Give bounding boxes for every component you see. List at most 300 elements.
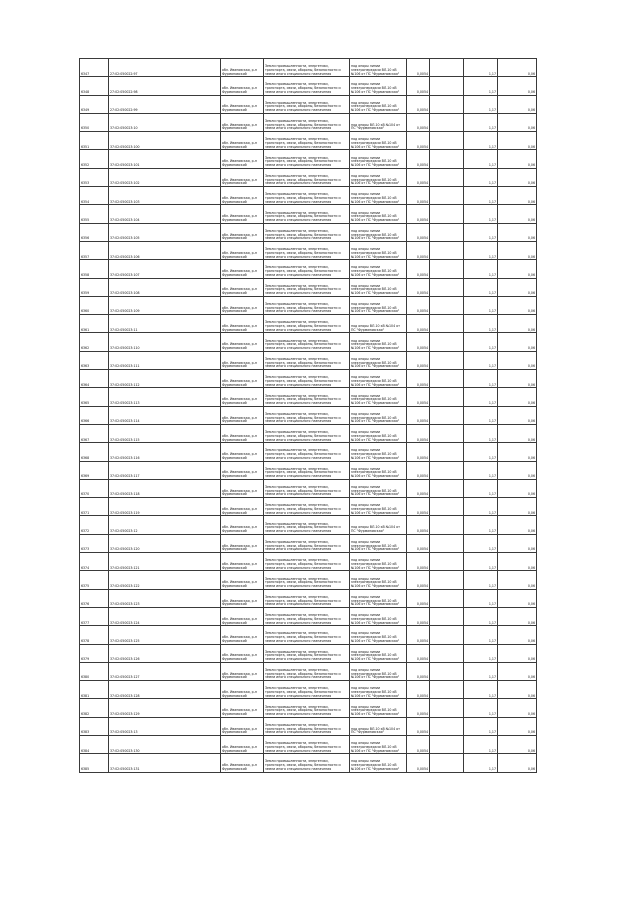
row-number-cell [80, 406, 109, 424]
cadastral-number-cell [109, 260, 221, 278]
row-number-text: 6373 [81, 547, 90, 552]
land-category-text: Земли промышленности, энергетики, транспорта, связи, обороны, безопасности и земли иного специального назначения [265, 302, 341, 314]
address-text: обл. Ивановская, р-н Фурмановский [222, 305, 257, 314]
area-text: 0,0054 [416, 510, 428, 515]
land-category-text: Земли промышленности, энергетики, транспорта, связи, обороны, безопасности и земли иного специального назначения [265, 722, 341, 735]
address-text: обл. Ивановская, р-н Фурмановский [222, 195, 257, 204]
land-category-cell [264, 626, 350, 644]
rate-text: 1,17 [488, 693, 496, 698]
value-text: 0,06 [527, 236, 535, 241]
address-text: обл. Ивановская, р-н Фурмановский [222, 726, 257, 735]
permitted-use-cell [350, 241, 407, 259]
permitted-use-cell [350, 205, 407, 223]
value-cell [498, 168, 537, 186]
rate-cell [464, 296, 498, 314]
land-category-cell [264, 223, 350, 241]
rate-cell [464, 479, 498, 497]
row-number-text: 6383 [81, 730, 90, 735]
address-text: обл. Ивановская, р-н Фурмановский [222, 342, 257, 351]
value-text: 0,06 [527, 346, 535, 351]
cadastral-number-cell [109, 662, 221, 680]
permitted-use-text: под опоры линии электропередачи ВЛ-10 кВ №106 от ПС "Фурмановская" [351, 667, 400, 680]
permitted-use-cell [350, 571, 407, 589]
rate-cell [464, 241, 498, 259]
area-text: 0,0054 [416, 71, 428, 76]
cadastral-number-text: 37:02:050023:130 [110, 748, 140, 753]
land-category-text: Земли промышленности, энергетики, транспорта, связи, обороны, безопасности и земли иного специального назначения [265, 613, 341, 625]
rate-text: 1,17 [488, 181, 496, 186]
value-cell [498, 479, 537, 497]
value-text: 0,06 [527, 638, 535, 643]
area-cell [407, 113, 430, 131]
cadastral-number-text: 37:02:050023:101 [110, 163, 140, 168]
cadastral-number-text: 37:02:050023:11 [110, 327, 138, 332]
address-cell [221, 205, 264, 223]
cadastral-number-text: 37:02:050023:117 [110, 474, 140, 479]
cadastral-number-cell [109, 681, 221, 699]
area-text: 0,0054 [416, 419, 428, 424]
cadastral-number-text: 37:02:050023:108 [110, 291, 140, 296]
row-number-text: 6361 [81, 327, 90, 332]
cadastral-number-cell [109, 424, 221, 442]
table-row [80, 699, 537, 717]
table-row [80, 754, 537, 772]
rate-cell [464, 132, 498, 150]
value-text: 0,06 [527, 126, 535, 131]
land-category-text: Земли промышленности, энергетики, транспорта, связи, обороны, безопасности и земли иного специального назначения [265, 338, 341, 351]
empty-cell [430, 333, 464, 351]
land-category-text: Земли промышленности, энергетики, транспорта, связи, обороны, безопасности и земли иного специального назначения [265, 155, 341, 168]
permitted-use-cell [350, 699, 407, 717]
row-number-cell [80, 498, 109, 516]
rate-cell [464, 406, 498, 424]
cadastral-number-text: 37:02:050023:120 [110, 547, 140, 552]
area-cell [407, 205, 430, 223]
permitted-use-text: под опоры линии электропередачи ВЛ-10 кВ №106 от ПС "Фурмановская" [351, 100, 400, 113]
empty-cell [430, 443, 464, 461]
address-cell [221, 150, 264, 168]
land-category-text: Земли промышленности, энергетики, транспорта, связи, обороны, безопасности и земли иного специального назначения [265, 119, 341, 131]
area-text: 0,0054 [416, 327, 428, 332]
cadastral-number-cell [109, 333, 221, 351]
table-row [80, 644, 537, 662]
address-cell [221, 278, 264, 296]
rate-cell [464, 553, 498, 571]
area-cell [407, 260, 430, 278]
cadastral-number-cell [109, 278, 221, 296]
value-cell [498, 626, 537, 644]
address-cell [221, 315, 264, 333]
value-text: 0,06 [527, 437, 535, 442]
address-cell [221, 168, 264, 186]
land-category-cell [264, 205, 350, 223]
value-cell [498, 735, 537, 753]
address-cell [221, 681, 264, 699]
row-number-text: 6348 [81, 89, 90, 94]
area-cell [407, 406, 430, 424]
permitted-use-cell [350, 260, 407, 278]
land-category-cell [264, 150, 350, 168]
rate-cell [464, 168, 498, 186]
table-row [80, 205, 537, 223]
empty-cell [430, 644, 464, 662]
row-number-cell [80, 388, 109, 406]
value-cell [498, 607, 537, 625]
area-cell [407, 424, 430, 442]
rate-text: 1,17 [488, 217, 496, 222]
land-category-cell [264, 461, 350, 479]
row-number-text: 6350 [81, 126, 90, 131]
address-text: обл. Ивановская, р-н Фурмановский [222, 543, 257, 552]
empty-cell [430, 205, 464, 223]
rate-cell [464, 589, 498, 607]
empty-cell [430, 113, 464, 131]
empty-cell [430, 553, 464, 571]
rate-cell [464, 260, 498, 278]
permitted-use-cell [350, 113, 407, 131]
table-row [80, 278, 537, 296]
address-text: обл. Ивановская, р-н Фурмановский [222, 561, 257, 570]
rate-cell [464, 59, 498, 77]
rate-text: 1,17 [488, 711, 496, 716]
rate-cell [464, 187, 498, 205]
row-number-cell [80, 717, 109, 735]
permitted-use-cell [350, 95, 407, 113]
permitted-use-text: под опоры линии электропередачи ВЛ-10 кВ №106 от ПС "Фурмановская" [351, 539, 400, 552]
land-category-cell [264, 424, 350, 442]
rate-cell [464, 754, 498, 772]
empty-cell [430, 681, 464, 699]
address-cell [221, 553, 264, 571]
row-number-cell [80, 699, 109, 717]
row-number-text: 6371 [81, 510, 90, 515]
permitted-use-cell [350, 59, 407, 77]
rate-text: 1,17 [488, 400, 496, 405]
rate-cell [464, 424, 498, 442]
area-cell [407, 717, 430, 735]
permitted-use-cell [350, 553, 407, 571]
area-cell [407, 150, 430, 168]
area-cell [407, 498, 430, 516]
cadastral-number-text: 37:02:050023:10 [110, 126, 138, 131]
table-row [80, 553, 537, 571]
address-cell [221, 589, 264, 607]
area-text: 0,0054 [416, 163, 428, 168]
row-number-text: 6365 [81, 400, 90, 405]
land-category-cell [264, 443, 350, 461]
area-text: 0,0054 [416, 291, 428, 296]
rate-cell [464, 388, 498, 406]
permitted-use-text: под опоры линии электропередачи ВЛ-10 кВ №106 от ПС "Фурмановская" [351, 649, 400, 662]
permitted-use-cell [350, 278, 407, 296]
area-cell [407, 95, 430, 113]
address-text: обл. Ивановская, р-н Фурмановский [222, 580, 257, 588]
row-number-text: 6366 [81, 419, 90, 424]
cadastral-number-cell [109, 571, 221, 589]
area-cell [407, 370, 430, 388]
address-cell [221, 223, 264, 241]
empty-cell [430, 735, 464, 753]
address-cell [221, 351, 264, 369]
cadastral-number-text: 37:02:050023:116 [110, 455, 140, 460]
cadastral-number-cell [109, 187, 221, 205]
address-cell [221, 113, 264, 131]
empty-cell [430, 607, 464, 625]
land-category-text: Земли промышленности, энергетики, транспорта, связи, обороны, безопасности и земли иного специального назначения [265, 503, 341, 515]
rate-cell [464, 150, 498, 168]
rate-cell [464, 681, 498, 699]
row-number-cell [80, 662, 109, 680]
permitted-use-cell [350, 681, 407, 699]
address-cell [221, 699, 264, 717]
row-number-text: 6368 [81, 455, 90, 460]
value-cell [498, 443, 537, 461]
row-number-text: 6382 [81, 711, 90, 716]
value-text: 0,06 [527, 217, 535, 222]
address-cell [221, 95, 264, 113]
area-cell [407, 589, 430, 607]
permitted-use-text: под опоры линии электропередачи ВЛ-10 кВ №106 от ПС "Фурмановская" [351, 155, 400, 168]
area-text: 0,0054 [416, 144, 428, 149]
rate-cell [464, 644, 498, 662]
land-category-cell [264, 699, 350, 717]
area-cell [407, 296, 430, 314]
row-number-cell [80, 644, 109, 662]
land-category-text: Земли промышленности, энергетики, транспорта, связи, обороны, безопасности и земли иного специального назначения [265, 265, 341, 277]
row-number-text: 6357 [81, 254, 90, 259]
land-category-cell [264, 168, 350, 186]
cadastral-number-cell [109, 77, 221, 95]
permitted-use-text: под опоры линии электропередачи ВЛ-10 кВ №106 от ПС "Фурмановская" [351, 759, 400, 771]
rate-cell [464, 95, 498, 113]
cadastral-number-cell [109, 754, 221, 772]
rate-text: 1,17 [488, 748, 496, 753]
empty-cell [430, 77, 464, 95]
table-row [80, 424, 537, 442]
cadastral-number-cell [109, 388, 221, 406]
row-number-cell [80, 241, 109, 259]
land-category-text: Земли промышленности, энергетики, транспорта, связи, обороны, безопасности и земли иного специального назначения [265, 539, 341, 552]
cadastral-number-text: 37:02:050023:111 [110, 364, 140, 369]
permitted-use-text: под опоры линии электропередачи ВЛ-10 кВ №106 от ПС "Фурмановская" [351, 411, 400, 424]
row-number-cell [80, 626, 109, 644]
table-row [80, 498, 537, 516]
table-row [80, 260, 537, 278]
address-cell [221, 424, 264, 442]
cadastral-number-text: 37:02:050023:115 [110, 437, 140, 442]
cadastral-number-cell [109, 150, 221, 168]
land-category-text: Земли промышленности, энергетики, транспорта, связи, обороны, безопасности и земли иного специального назначения [265, 100, 341, 113]
area-cell [407, 534, 430, 552]
address-cell [221, 461, 264, 479]
value-text: 0,06 [527, 675, 535, 680]
land-category-cell [264, 113, 350, 131]
value-text: 0,06 [527, 291, 535, 296]
row-number-text: 6360 [81, 309, 90, 314]
permitted-use-cell [350, 479, 407, 497]
row-number-cell [80, 516, 109, 534]
rate-text: 1,17 [488, 455, 496, 460]
area-text: 0,0054 [416, 236, 428, 241]
value-cell [498, 187, 537, 205]
row-number-text: 6375 [81, 583, 90, 588]
table-row [80, 681, 537, 699]
rate-text: 1,17 [488, 675, 496, 680]
value-text: 0,06 [527, 657, 535, 662]
land-category-text: Земли промышленности, энергетики, транспорта, связи, обороны, безопасности и земли иного специального назначения [265, 192, 341, 204]
cadastral-number-text: 37:02:050023:112 [110, 382, 140, 387]
address-text: обл. Ивановская, р-н Фурмановский [222, 360, 257, 369]
row-number-text: 6363 [81, 364, 90, 369]
permitted-use-text: под опоры линии электропередачи ВЛ-10 кВ №106 от ПС "Фурмановская" [351, 210, 400, 222]
cadastral-number-cell [109, 534, 221, 552]
address-cell [221, 77, 264, 95]
land-category-text: Земли промышленности, энергетики, транспорта, связи, обороны, безопасности и земли иного специального назначения [265, 466, 341, 479]
cadastral-number-cell [109, 607, 221, 625]
table-row [80, 388, 537, 406]
table-row [80, 333, 537, 351]
area-text: 0,0054 [416, 272, 428, 277]
address-text: обл. Ивановская, р-н Фурмановский [222, 177, 257, 186]
land-category-text: Земли промышленности, энергетики, транспорта, связи, обороны, безопасности и земли иного специального назначения [265, 64, 341, 76]
rate-text: 1,17 [488, 766, 496, 771]
rate-cell [464, 662, 498, 680]
row-number-cell [80, 424, 109, 442]
cadastral-number-text: 37:02:050023:110 [110, 346, 140, 351]
land-category-cell [264, 260, 350, 278]
address-cell [221, 662, 264, 680]
area-text: 0,0054 [416, 437, 428, 442]
row-number-cell [80, 370, 109, 388]
area-text: 0,0054 [416, 529, 428, 534]
cadastral-number-text: 37:02:050023:128 [110, 693, 140, 698]
area-cell [407, 461, 430, 479]
cadastral-number-cell [109, 296, 221, 314]
table-row [80, 589, 537, 607]
value-cell [498, 461, 537, 479]
permitted-use-cell [350, 589, 407, 607]
cadastral-number-cell [109, 461, 221, 479]
area-cell [407, 644, 430, 662]
cadastral-number-text: 37:02:050023:127 [110, 675, 140, 680]
area-cell [407, 662, 430, 680]
value-cell [498, 571, 537, 589]
rate-text: 1,17 [488, 346, 496, 351]
value-cell [498, 278, 537, 296]
area-cell [407, 479, 430, 497]
empty-cell [430, 717, 464, 735]
land-plots-table [79, 58, 537, 773]
row-number-cell [80, 168, 109, 186]
row-number-cell [80, 77, 109, 95]
land-category-cell [264, 607, 350, 625]
land-category-cell [264, 406, 350, 424]
address-cell [221, 607, 264, 625]
permitted-use-text: под опоры ВЛ-10 кВ №104 от ПС "Фурмановская" [351, 525, 400, 534]
cadastral-number-text: 37:02:050023:131 [110, 766, 140, 771]
table-row [80, 296, 537, 314]
value-text: 0,06 [527, 693, 535, 698]
row-number-text: 6381 [81, 693, 90, 698]
row-number-cell [80, 754, 109, 772]
empty-cell [430, 571, 464, 589]
row-number-text: 6378 [81, 638, 90, 643]
land-category-text: Земли промышленности, энергетики, транспорта, связи, обороны, безопасности и земли иного специального назначения [265, 576, 341, 588]
rate-text: 1,17 [488, 583, 496, 588]
row-number-cell [80, 607, 109, 625]
address-cell [221, 406, 264, 424]
value-cell [498, 754, 537, 772]
value-text: 0,06 [527, 254, 535, 259]
cadastral-number-text: 27:02:050022:97 [110, 71, 138, 76]
area-text: 0,0054 [416, 108, 428, 113]
area-cell [407, 681, 430, 699]
address-text: обл. Ивановская, р-н Фурмановский [222, 141, 257, 149]
rate-text: 1,17 [488, 437, 496, 442]
rate-text: 1,17 [488, 309, 496, 314]
rate-text: 1,17 [488, 364, 496, 369]
address-text: обл. Ивановская, р-н Фурмановский [222, 488, 257, 497]
value-text: 0,06 [527, 748, 535, 753]
rate-cell [464, 315, 498, 333]
cadastral-number-text: 37:02:050023:107 [110, 272, 140, 277]
cadastral-number-cell [109, 370, 221, 388]
area-cell [407, 241, 430, 259]
permitted-use-cell [350, 187, 407, 205]
row-number-cell [80, 681, 109, 699]
cadastral-number-cell [109, 59, 221, 77]
row-number-cell [80, 479, 109, 497]
rate-text: 1,17 [488, 638, 496, 643]
cadastral-number-cell [109, 168, 221, 186]
address-cell [221, 132, 264, 150]
permitted-use-text: под опоры линии электропередачи ВЛ-10 кВ №106 от ПС "Фурмановская" [351, 247, 400, 259]
area-cell [407, 388, 430, 406]
land-category-text: Земли промышленности, энергетики, транспорта, связи, обороны, безопасности и земли иного специального назначения [265, 430, 341, 442]
land-category-cell [264, 516, 350, 534]
area-cell [407, 333, 430, 351]
value-text: 0,06 [527, 419, 535, 424]
table-row [80, 315, 537, 333]
area-cell [407, 59, 430, 77]
address-text: обл. Ивановская, р-н Фурмановский [222, 415, 257, 424]
area-text: 0,0054 [416, 766, 428, 771]
cadastral-number-text: 37:02:050023:121 [110, 565, 140, 570]
value-text: 0,06 [527, 199, 535, 204]
value-text: 0,06 [527, 309, 535, 314]
permitted-use-cell [350, 754, 407, 772]
area-text: 0,0054 [416, 309, 428, 314]
land-category-cell [264, 717, 350, 735]
area-cell [407, 607, 430, 625]
value-cell [498, 333, 537, 351]
area-text: 0,0054 [416, 492, 428, 497]
permitted-use-text: под опоры линии электропередачи ВЛ-10 кВ №106 от ПС "Фурмановская" [351, 558, 400, 570]
cadastral-number-text: 37:02:050023:113 [110, 400, 140, 405]
land-category-cell [264, 754, 350, 772]
permitted-use-text: под опоры ВЛ-10 кВ №104 от ПС "Фурмановская" [351, 324, 400, 332]
address-text: обл. Ивановская, р-н Фурмановский [222, 525, 257, 534]
value-text: 0,06 [527, 474, 535, 479]
value-text: 0,06 [527, 620, 535, 625]
row-number-cell [80, 260, 109, 278]
permitted-use-cell [350, 150, 407, 168]
permitted-use-text: под опоры линии электропередачи ВЛ-10 кВ №106 от ПС "Фурмановская" [351, 173, 400, 186]
address-text: обл. Ивановская, р-н Фурмановский [222, 250, 257, 259]
land-category-text: Земли промышленности, энергетики, транспорта, связи, обороны, безопасности и земли иного специального назначения [265, 686, 341, 698]
value-cell [498, 223, 537, 241]
value-cell [498, 553, 537, 571]
